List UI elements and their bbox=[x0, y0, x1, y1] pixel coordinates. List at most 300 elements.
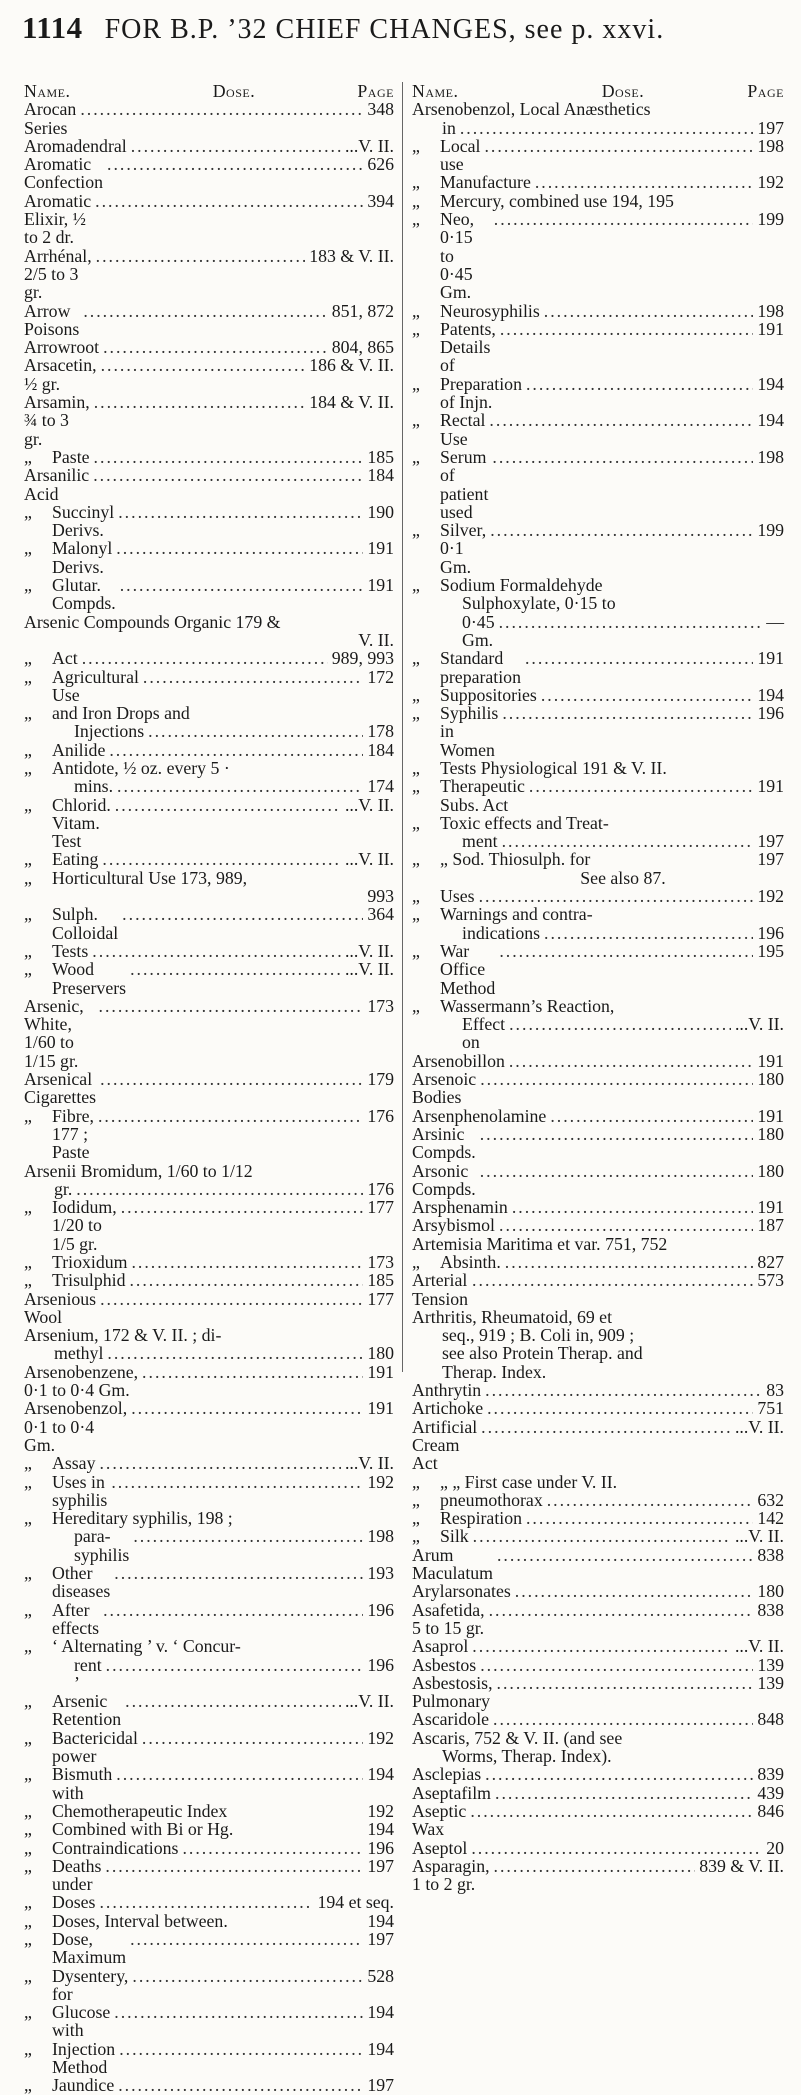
entry-label: Arsenoic Bodies bbox=[412, 1069, 477, 1108]
index-entry bbox=[412, 1216, 784, 1234]
entry-page: 197 bbox=[757, 831, 784, 852]
entry-page: 196 bbox=[367, 1599, 394, 1620]
entry-indent: „ bbox=[412, 446, 420, 467]
index-entry bbox=[412, 814, 784, 832]
entry-continuation bbox=[412, 119, 784, 137]
index-entry bbox=[412, 1857, 784, 1894]
leader-dots bbox=[529, 777, 753, 795]
index-entry bbox=[412, 1070, 784, 1107]
leader-dots bbox=[526, 1509, 753, 1527]
continuation-label: para-syphilis bbox=[74, 1526, 130, 1565]
index-entry bbox=[24, 905, 394, 942]
entry-page: 364 bbox=[367, 904, 394, 925]
entry-page: 190 bbox=[367, 501, 394, 522]
entry-label: Silk bbox=[440, 1526, 469, 1547]
leader-dots bbox=[493, 1710, 753, 1728]
entry-page: 192 bbox=[757, 172, 784, 193]
leader-dots bbox=[107, 1344, 363, 1362]
entry-indent: „ bbox=[412, 520, 420, 541]
index-entry bbox=[412, 887, 784, 905]
leader-dots bbox=[99, 1893, 313, 1911]
index-entry bbox=[24, 1729, 394, 1766]
entry-label: Silver, 0·1 Gm. bbox=[440, 520, 487, 577]
entry-indent: „ bbox=[412, 300, 420, 321]
entry-label: Arrhénal, 2/5 to 3 gr. bbox=[24, 245, 92, 303]
index-entry bbox=[412, 1839, 784, 1857]
entry-continuation bbox=[24, 887, 394, 905]
entry-label: Arsonic Compds. bbox=[412, 1160, 476, 1199]
entry-page: ...V. II. bbox=[734, 1526, 784, 1547]
entry-page: 827 bbox=[757, 1252, 784, 1272]
entry-label: Hereditary syphilis, 198 ; bbox=[52, 1508, 233, 1529]
entry-continuation bbox=[24, 722, 394, 740]
leader-dots bbox=[480, 1070, 753, 1088]
entry-indent: „ bbox=[24, 1892, 32, 1913]
leader-dots bbox=[99, 1454, 340, 1472]
entry-indent: „ bbox=[24, 1197, 32, 1218]
leader-dots bbox=[99, 997, 364, 1015]
index-entry bbox=[412, 997, 784, 1015]
entry-label: Aromatic Elixir, ½ to 2 dr. bbox=[24, 190, 92, 248]
entry-label: After effects bbox=[52, 1599, 100, 1638]
continuation-label: ment bbox=[462, 831, 498, 852]
entry-continuation bbox=[24, 631, 394, 649]
continuation-label: Sulphoxylate, 0·15 to bbox=[462, 593, 616, 614]
entry-page: 173 bbox=[367, 995, 394, 1016]
column-header-dose: Dose. bbox=[212, 81, 256, 101]
entry-indent: „ bbox=[24, 2075, 32, 2095]
index-entry bbox=[412, 1710, 784, 1728]
leader-dots bbox=[470, 1802, 753, 1820]
entry-page: 439 bbox=[757, 1782, 784, 1803]
index-entry bbox=[24, 850, 394, 868]
leader-dots bbox=[480, 1125, 754, 1143]
continuation-label: 993 bbox=[367, 886, 394, 907]
index-entry bbox=[412, 320, 784, 375]
entry-page: 179 bbox=[367, 1069, 394, 1090]
entry-indent: „ bbox=[24, 1819, 32, 1840]
index-entry bbox=[24, 1765, 394, 1802]
entry-page: 191 bbox=[757, 318, 784, 339]
entry-label: Uses bbox=[440, 886, 475, 907]
leader-dots bbox=[499, 1216, 753, 1234]
entry-indent: „ bbox=[412, 318, 420, 339]
entry-label: Aseptol bbox=[412, 1837, 468, 1858]
entry-label: Therapeutic Subs. Act bbox=[440, 776, 525, 815]
entry-label: Contraindications bbox=[52, 1837, 179, 1858]
entry-label: Tests Physiological 191 & V. II. bbox=[440, 757, 667, 778]
entry-continuation bbox=[412, 594, 784, 612]
entry-page: 198 bbox=[757, 446, 784, 467]
leader-dots bbox=[509, 1052, 753, 1070]
index-entry bbox=[412, 1674, 784, 1711]
index-entry bbox=[24, 247, 394, 302]
index-entry bbox=[412, 1546, 784, 1583]
entry-label: Artemisia Maritima et var. 751, 752 bbox=[412, 1233, 668, 1254]
entry-indent: „ bbox=[24, 666, 32, 687]
entry-indent: „ bbox=[24, 867, 32, 888]
continuation-label: mins. bbox=[74, 776, 114, 797]
entry-page: 192 bbox=[367, 1471, 394, 1492]
continuation-label: seq., 919 ; B. Coli in, 909 ; bbox=[442, 1325, 635, 1346]
entry-indent: „ bbox=[412, 410, 420, 431]
leader-dots bbox=[485, 1381, 762, 1399]
entry-label: „ Sod. Thiosulph. for bbox=[440, 849, 591, 870]
entry-page: 194 et seq. bbox=[317, 1892, 394, 1913]
entry-label: Arocan Series bbox=[24, 99, 77, 138]
entry-indent: „ bbox=[24, 1270, 32, 1291]
leader-dots bbox=[109, 741, 363, 759]
leader-dots bbox=[541, 686, 754, 704]
entry-label: Arsenic, White, 1/60 to 1/15 gr. bbox=[24, 995, 84, 1071]
entry-label: Dose, Maximum bbox=[52, 1928, 127, 1968]
column-header-dose: Dose. bbox=[601, 81, 645, 101]
index-entry bbox=[24, 393, 394, 448]
leader-dots bbox=[76, 1180, 363, 1198]
entry-indent: „ bbox=[24, 501, 32, 522]
index-entry bbox=[24, 960, 394, 997]
index-entry bbox=[412, 1418, 784, 1473]
index-entry bbox=[412, 192, 784, 210]
leader-dots bbox=[535, 173, 753, 191]
entry-label: Arsamin, ¾ to 3 gr. bbox=[24, 392, 90, 449]
continuation-label: rent ’ bbox=[74, 1654, 102, 1693]
entry-page: 348 bbox=[367, 99, 394, 120]
index-entry bbox=[412, 1527, 784, 1545]
entry-label: Arsenobenzol, 0·1 to 0·4 Gm. bbox=[24, 1398, 128, 1455]
leader-dots bbox=[114, 1564, 363, 1582]
entry-indent: „ bbox=[24, 538, 32, 559]
entry-indent: „ bbox=[24, 1563, 32, 1584]
leader-dots bbox=[515, 1582, 754, 1600]
entry-page: 632 bbox=[757, 1489, 784, 1510]
leader-dots bbox=[544, 924, 753, 942]
entry-page: ...V. II. bbox=[344, 849, 394, 870]
leader-dots bbox=[142, 1729, 363, 1747]
entry-label: Arsanilic Acid bbox=[24, 465, 90, 504]
index-entry bbox=[24, 942, 394, 960]
leader-dots bbox=[118, 503, 363, 521]
leader-dots bbox=[94, 448, 364, 466]
index-entry bbox=[24, 2076, 394, 2094]
entry-page: 839 bbox=[757, 1764, 784, 1785]
leader-dots bbox=[107, 155, 363, 173]
entry-indent: „ bbox=[24, 1691, 32, 1712]
entry-page: 184 bbox=[367, 465, 394, 486]
index-entry bbox=[24, 100, 394, 137]
entry-label: Arsphenamin bbox=[412, 1197, 508, 1218]
leader-dots bbox=[130, 1930, 363, 1948]
entry-indent: „ bbox=[24, 2038, 32, 2059]
entry-page: 197 bbox=[757, 849, 784, 870]
entry-page: 192 bbox=[757, 886, 784, 907]
leader-dots bbox=[118, 2076, 363, 2094]
entry-indent: „ bbox=[24, 1727, 32, 1748]
index-entry bbox=[412, 905, 784, 923]
leader-dots bbox=[480, 1656, 753, 1674]
entry-indent: „ bbox=[412, 209, 420, 230]
entry-page: ...V. II. bbox=[344, 135, 394, 156]
index-entry bbox=[24, 741, 394, 759]
entry-label: Bactericidal power bbox=[52, 1727, 138, 1767]
index-entry bbox=[412, 302, 784, 320]
entry-page: 626 bbox=[367, 154, 394, 175]
entry-label: Glucose with bbox=[52, 2002, 111, 2041]
leader-dots bbox=[131, 137, 341, 155]
index-entry bbox=[24, 1692, 394, 1729]
entry-label: Arsenic Compounds Organic 179 & bbox=[24, 611, 281, 632]
entry-page: 180 bbox=[757, 1160, 784, 1181]
entry-page: 180 bbox=[367, 1343, 394, 1364]
entry-page: 176 bbox=[367, 1178, 394, 1199]
index-entry bbox=[412, 1765, 784, 1783]
column-header-right bbox=[412, 82, 784, 100]
index-column-right bbox=[412, 82, 784, 1893]
leader-dots bbox=[120, 576, 364, 594]
entry-indent: „ bbox=[412, 1252, 420, 1272]
leader-dots bbox=[106, 1656, 364, 1674]
entry-page: 180 bbox=[757, 1069, 784, 1090]
entry-label: Eating bbox=[52, 849, 99, 870]
index-entry bbox=[412, 1582, 784, 1600]
leader-dots bbox=[142, 1363, 363, 1381]
leader-dots bbox=[116, 539, 363, 557]
index-entry bbox=[24, 1967, 394, 2004]
index-entry bbox=[24, 704, 394, 722]
entry-page: 196 bbox=[367, 1837, 394, 1858]
entry-page: 178 bbox=[367, 721, 394, 742]
entry-label: „ „ First case under V. II. bbox=[440, 1471, 618, 1492]
entry-page: 139 bbox=[757, 1672, 784, 1693]
leader-dots bbox=[495, 1784, 753, 1802]
entry-page: ...V. II. bbox=[344, 1453, 394, 1474]
entry-label: Patents, Details of bbox=[440, 318, 496, 376]
continuation-label: V. II. bbox=[358, 629, 394, 650]
entry-page: 194 bbox=[367, 1819, 394, 1840]
column-header-left bbox=[24, 82, 394, 100]
entry-page: 394 bbox=[367, 190, 394, 211]
index-entry bbox=[24, 997, 394, 1070]
leader-dots bbox=[472, 1271, 753, 1289]
entry-label: Aseptafilm bbox=[412, 1782, 492, 1803]
leader-dots bbox=[500, 320, 754, 338]
index-entries-right bbox=[412, 100, 784, 1893]
index-entry bbox=[412, 1784, 784, 1802]
index-entry bbox=[412, 850, 784, 868]
continuation-label: See also 87. bbox=[580, 867, 666, 888]
leader-dots bbox=[525, 649, 753, 667]
entry-label: Wassermann’s Reaction, bbox=[440, 995, 615, 1016]
entry-page: 191 bbox=[367, 538, 394, 559]
entry-label: Agricultural Use bbox=[52, 666, 139, 705]
leader-dots bbox=[129, 1271, 363, 1289]
entry-label: Chlorid. Vitam. Test bbox=[52, 794, 111, 852]
index-entry bbox=[24, 759, 394, 777]
entry-indent: „ bbox=[412, 776, 420, 797]
entry-label: Malonyl Derivs. bbox=[52, 538, 113, 577]
entry-label: Rectal Use bbox=[440, 410, 486, 449]
entry-indent: „ bbox=[24, 648, 32, 669]
index-entry bbox=[412, 1308, 784, 1326]
index-entry bbox=[412, 1253, 784, 1271]
entry-label: Manufacture bbox=[440, 172, 531, 193]
leader-dots bbox=[101, 356, 306, 374]
continuation-label: methyl bbox=[54, 1343, 104, 1364]
entry-page: ...V. II. bbox=[344, 940, 394, 961]
entry-page: 180 bbox=[757, 1123, 784, 1144]
entry-indent: „ bbox=[412, 373, 420, 394]
entry-label: Arsenobillon bbox=[412, 1050, 505, 1071]
entry-label: Arsacetin, ½ gr. bbox=[24, 355, 97, 394]
entry-page: 194 bbox=[757, 410, 784, 431]
entry-label: War Office Method bbox=[440, 940, 496, 998]
entry-page: ...V. II. bbox=[344, 794, 394, 815]
entry-page: 197 bbox=[367, 1855, 394, 1876]
entry-indent: „ bbox=[24, 849, 32, 870]
entry-indent: „ bbox=[412, 172, 420, 193]
entry-label: Wood Preservers bbox=[52, 959, 127, 998]
entry-label: Serum of patient used bbox=[440, 446, 489, 522]
leader-dots bbox=[502, 704, 753, 722]
leader-dots bbox=[103, 1601, 363, 1619]
leader-dots bbox=[505, 1253, 754, 1271]
entry-label: Dysentery, for bbox=[52, 1965, 129, 2004]
leader-dots bbox=[105, 1857, 363, 1875]
entry-page: 198 bbox=[367, 1526, 394, 1547]
index-entry bbox=[412, 1491, 784, 1509]
entry-indent: „ bbox=[412, 1508, 420, 1529]
entry-label: Fibre, 177 ; Paste bbox=[52, 1105, 94, 1163]
index-entry bbox=[412, 1271, 784, 1308]
entry-label: Toxic effects and Treat- bbox=[440, 812, 609, 833]
index-entry bbox=[24, 1326, 394, 1344]
entry-label: Doses bbox=[52, 1892, 96, 1913]
entry-continuation bbox=[24, 1656, 394, 1693]
entry-label: Asafetida, 5 to 15 gr. bbox=[412, 1599, 485, 1638]
index-entry bbox=[24, 1857, 394, 1894]
entry-page: 846 bbox=[757, 1800, 784, 1821]
entry-label: Chemotherapeutic Index bbox=[52, 1800, 228, 1821]
index-entry bbox=[412, 100, 784, 118]
entry-page: 191 bbox=[757, 1050, 784, 1071]
entry-label: Tests bbox=[52, 940, 89, 961]
entry-indent: „ bbox=[24, 2002, 32, 2023]
entry-continuation bbox=[412, 1363, 784, 1381]
entry-page: 197 bbox=[757, 117, 784, 138]
leader-dots bbox=[499, 942, 753, 960]
entry-label: Aromatic Confection bbox=[24, 154, 104, 193]
entry-page: 183 & V. II. bbox=[309, 245, 394, 266]
leader-dots bbox=[490, 521, 753, 539]
entry-label: Anilide bbox=[52, 739, 106, 760]
entry-page: 187 bbox=[757, 1215, 784, 1236]
entry-label: Aromadendral bbox=[24, 135, 127, 156]
running-title: FOR B.P. ’32 CHIEF CHANGES, see p. xxvi. bbox=[104, 14, 665, 45]
entry-page: 196 bbox=[757, 703, 784, 724]
leader-dots bbox=[484, 137, 753, 155]
entry-page: 20 bbox=[766, 1837, 784, 1858]
index-entry bbox=[412, 1729, 784, 1747]
entry-label: Artificial Cream Act bbox=[412, 1416, 478, 1474]
entry-label: Arrowroot bbox=[24, 337, 100, 358]
page-number: 1114 bbox=[22, 10, 83, 45]
leader-dots bbox=[502, 832, 754, 850]
entry-label: Absinth. bbox=[440, 1252, 501, 1272]
leader-dots bbox=[497, 1546, 753, 1564]
entry-continuation bbox=[24, 1344, 394, 1362]
entry-page: 804, 865 bbox=[331, 337, 394, 358]
index-entry bbox=[412, 759, 784, 777]
entry-label: Mercury, combined use 194, 195 bbox=[440, 190, 674, 211]
index-entry bbox=[24, 2040, 394, 2077]
leader-dots bbox=[481, 1418, 731, 1436]
leader-dots bbox=[494, 210, 754, 228]
index-entry bbox=[24, 1070, 394, 1107]
column-divider bbox=[402, 82, 403, 1372]
entry-label: Ascaris, 752 & V. II. (and see bbox=[412, 1727, 623, 1748]
index-entry bbox=[412, 411, 784, 448]
entry-label: Artichoke bbox=[412, 1398, 484, 1419]
index-entry bbox=[24, 1271, 394, 1289]
leader-dots bbox=[92, 942, 341, 960]
leader-dots bbox=[143, 668, 363, 686]
leader-dots bbox=[479, 887, 754, 905]
leader-dots bbox=[132, 1967, 363, 1985]
index-entry bbox=[24, 1253, 394, 1271]
entry-page: 139 bbox=[757, 1654, 784, 1675]
index-entry bbox=[24, 1363, 394, 1400]
entry-indent: „ bbox=[24, 575, 32, 596]
entry-label: Sodium Formaldehyde bbox=[440, 575, 603, 596]
entry-continuation bbox=[412, 1344, 784, 1362]
entry-continuation bbox=[412, 924, 784, 942]
entry-indent: „ bbox=[412, 904, 420, 925]
entry-label: Horticultural Use 173, 989, bbox=[52, 867, 248, 888]
entry-indent: „ bbox=[412, 575, 420, 596]
leader-dots bbox=[114, 2003, 363, 2021]
entry-page: ...V. II. bbox=[734, 1014, 784, 1035]
column-header-name: Name. bbox=[24, 81, 71, 101]
index-entry bbox=[412, 1637, 784, 1655]
entry-continuation bbox=[412, 869, 784, 887]
entry-label: pneumothorax bbox=[440, 1489, 543, 1510]
leader-dots bbox=[472, 1637, 731, 1655]
entry-page: 199 bbox=[757, 209, 784, 230]
index-entry bbox=[24, 192, 394, 247]
entry-label: Respiration bbox=[440, 1508, 522, 1529]
leader-dots bbox=[115, 796, 341, 814]
entry-indent: „ bbox=[412, 648, 420, 669]
entry-page: 198 bbox=[757, 300, 784, 321]
entry-page: 193 bbox=[367, 1563, 394, 1584]
entry-page: 186 & V. II. bbox=[309, 355, 394, 376]
leader-dots bbox=[489, 1601, 754, 1619]
entry-continuation bbox=[412, 613, 784, 650]
entry-label: Paste bbox=[52, 446, 90, 467]
entry-page: ...V. II. bbox=[344, 1691, 394, 1712]
entry-indent: „ bbox=[24, 1471, 32, 1492]
entry-label: Arsenobenzene, 0·1 to 0·4 Gm. bbox=[24, 1361, 139, 1401]
leader-dots bbox=[487, 1399, 753, 1417]
entry-indent: „ bbox=[24, 1910, 32, 1931]
entry-page: 176 bbox=[367, 1105, 394, 1126]
entry-page: 839 & V. II. bbox=[699, 1855, 784, 1876]
leader-dots bbox=[509, 1015, 731, 1033]
index-entry bbox=[24, 1162, 394, 1180]
entry-indent: „ bbox=[24, 1837, 32, 1858]
entry-label: Assay bbox=[52, 1453, 96, 1474]
leader-dots bbox=[102, 850, 341, 868]
